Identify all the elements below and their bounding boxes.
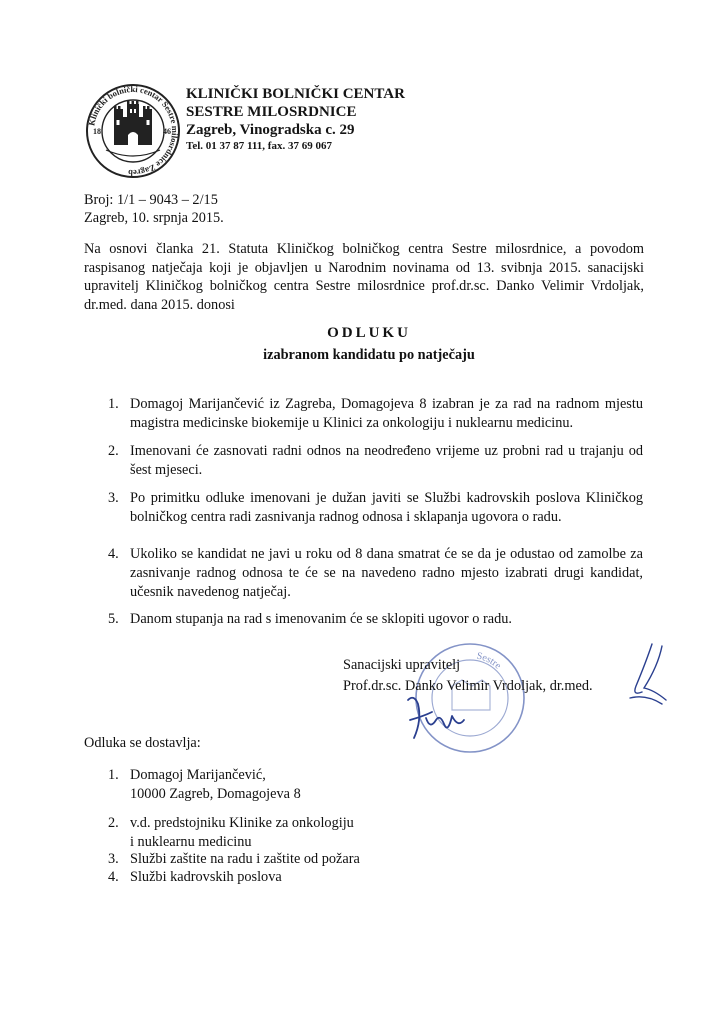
svg-text:Sestre [476,651,504,672]
handwritten-initial [622,640,672,712]
signatory-role: Sanacijski upravitelj [343,657,461,673]
institution-contact: Tel. 01 37 87 111, fax. 37 69 067 [186,140,332,152]
decision-item [108,610,643,629]
decision-item [108,395,643,433]
recipient-item [108,868,508,887]
decision-text: Domagoj Marijančević iz Zagreba, Domagojeva 8 izabran je za rad na radnom mjestu magistra medicinske biokemije u Klinici za onkologiju i nuklearnu medicinu. [130,396,643,431]
stamp-text: Sestre [475,650,504,672]
intro-paragraph: Na osnovi članka 21. Statuta Kliničkog bolničkog centra Sestre milosrdnice, a povodom raspisanog natječaja koji je objavljen u Narodnim novinama od 13. svibnja 2015. sanacijski upravitelj Kliničkog bolničkog centra Sestre milosrdnice prof.dr.sc. Danko Velimir Vrdoljak, dr.med. dana 2015. donosi [84,241,644,313]
recipient-number: 3. [108,851,119,867]
document-title: ODLUKU [327,325,411,341]
decision-item [108,545,643,601]
seal-year-left: 18 [93,127,101,136]
recipient-line1: v.d. predstojniku Klinike za onkologiju [130,815,354,831]
recipient-line2: i nuklearnu medicinu [130,833,252,850]
seal-ring-text: Klinički bolnički centar Sestre milosrdnice Zagreb [86,83,181,179]
decision-number: 1. [108,396,119,412]
recipient-item [108,850,508,869]
decision-text: Imenovani će zasnovati radni odnos na neodređeno vrijeme uz probni rad u trajanju od šest mjeseci. [130,443,643,478]
decision-number: 4. [108,546,119,562]
seal-year-right: 46 [163,127,171,136]
decision-number: 5. [108,611,119,627]
handwritten-signature [400,690,470,746]
document-subtitle: izabranom kandidatu po natječaju [263,347,475,363]
recipient-number: 1. [108,767,119,783]
decision-text: Danom stupanja na rad s imenovanim će se sklopiti ugovor o radu. [130,611,512,627]
decision-number: 3. [108,490,119,506]
recipient-line1: Službi kadrovskih poslova [130,869,282,885]
recipient-number: 4. [108,869,119,885]
hospital-seal-logo [84,82,182,180]
institution-address: Zagreb, Vinogradska c. 29 [186,122,355,138]
decision-text: Po primitku odluke imenovani je dužan javiti se Službi kadrovskih poslova Kliničkog bolničkog centra radi zasnivanja radnog odnosa i sklapanja ugovora o radu. [130,490,643,525]
decision-number: 2. [108,443,119,459]
recipient-number: 2. [108,815,119,831]
decision-item [108,489,643,527]
place-date: Zagreb, 10. srpnja 2015. [84,210,224,226]
signatory-name: Prof.dr.sc. Danko Velimir Vrdoljak, dr.med. [343,678,593,694]
institution-name-line1: KLINIČKI BOLNIČKI CENTAR [186,86,405,102]
recipient-item [108,766,508,803]
institution-name-line2: SESTRE MILOSRDNICE [186,104,357,120]
reference-number: Broj: 1/1 – 9043 – 2/15 [84,192,218,208]
delivery-heading: Odluka se dostavlja: [84,735,201,751]
decision-text: Ukoliko se kandidat ne javi u roku od 8 dana smatrat će se da je odustao od zamolbe za zasnivanje radnog odnosa te će se na navedeno radno mjesto izabrati drugi kandidat, učesnik navedenog natječaj. [130,546,643,600]
decision-item [108,442,643,480]
recipient-line2: 10000 Zagreb, Domagojeva 8 [130,785,301,802]
recipient-line1: Domagoj Marijančević, [130,767,266,783]
recipient-line1: Službi zaštite na radu i zaštite od požara [130,851,360,867]
recipient-item [108,814,508,851]
